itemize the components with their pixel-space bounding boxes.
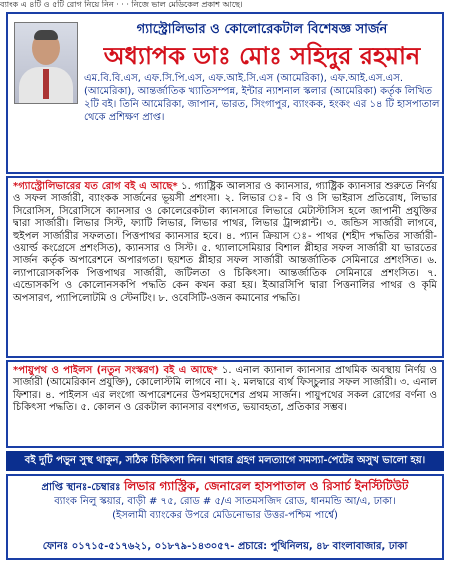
doctor-photo	[14, 22, 78, 104]
book1-title: *গ্যাস্ট্রোলিভারের যত রোগ বই এ আছে*	[13, 181, 178, 192]
doctor-degrees: এম.বি.বি.এস, এফ.সি.পি.এস, এফ.আই.সি.এস (আমেরিকা), এফ.আই.এস.এস. (আমেরিকা), আন্তর্জাতিক খ্যাতিসম্পন্ন, ইন্টার ন্যাশনাল স্কলার (আমেরিকা) কর্তৃক লিখিত ২টি বই। তিনি আমেরিকা, জাপান, ভারত, সিংগাপুর, ব্যাংকক, হংকং এর ১৪ টি হাসপাতাল থেকে প্রশিক্ষণ প্রাপ্ত।	[84, 73, 440, 123]
specialty-title: গ্যাস্ট্রোলিভার ও কোলোরেকটাল বিশেষজ্ঞ সার্জন	[136, 22, 388, 37]
book2-title: *পায়ুপথ ও পাইলস (নতুন সংস্করণ) বই এ আছে*	[13, 365, 218, 376]
address-line-1: ব্যাংক নিলু স্কয়ার, বাড়ী # ৭৫, রোড # ৫/এ সাতমসজিদ রোড, ধানমন্ডি আ/এ, ঢাকা।	[54, 496, 396, 507]
doctor-header	[6, 12, 444, 174]
contact-footer	[6, 474, 444, 560]
address-line-2: (ইসলামী ব্যাংকের উপরে মেডিনোভার উত্তর-পশ্চিম পার্শ্বে)	[112, 510, 338, 521]
doctor-name: অধ্যাপক ডাঃ মোঃ সহিদুর রহমান	[103, 41, 421, 70]
institute-name: লিভার গ্যাস্ট্রিক, জেনারেল হাসপাতাল ও রিসার্চ ইনস্টিটিউট	[123, 479, 409, 493]
book1-body: ১. গ্যাষ্ট্রিক আলসার ও ক্যানসার, গ্যাষ্ট্রিক ক্যানসার শুরুতে নির্ণয় ও সফল সার্জারী, ব্যাংকক সার্জনের ভূয়সী প্রশংসা। ২. লিভার ঃ- বি ও সি ভাইরাস প্রতিরোধ, লিভার সিরোসিস, সিরোসিসে ক্যানসার ও কোলেরেকটাল ক্যানসারে লিভারে মেটাস্টাসিস হলে জাপানী প্রযুক্তির দ্বারা সার্জারী। লিভার সিস্ট, ফ্যাটি লিভার, লিভার পাথর, লিভার ট্রান্সপ্লান্ট। ৩. জন্ডিস সার্জারী লাগবে, হুইপল সার্জারীর সফলতা। পিত্তপাথর ক্যানসার হবে। ৪. প্যান ক্রিয়াস ঃ- পাথর (শহীদ পদ্ধতির সার্জারী-ওয়ার্ল্ড কংগ্রেসে প্রশংসিত), ক্যানসার ও সিস্ট। ৫. থ্যালাসেমিয়ার বিশাল প্লীহার সফল সার্জারী যা ভারতের সার্জন কর্তৃক অপারেশনে অপারগতা। ছয়শত প্লীহার সফল সার্জারী আন্তর্জাতিক সেমিনারে প্রশংসিত। ৬. ল্যাপারোসকপিক পিত্তপাথর সার্জারী, জটিলতা ও চিকিৎসা। আন্তর্জাতিক সেমিনারে প্রশংসিত। ৭. এন্ডোসকপি ও কোলোনসকপি পদ্ধতি কেন কখন করা হয়। ইআরসিপি দ্বারা পিত্তনালির পাথর ও কৃমি অপসারণ, প্যাপিলোটমি ও স্টেনটিং। ৮. ওবেসিটি-ওজন কমানোর পদ্ধতি।	[13, 181, 437, 304]
advice-banner: বই দুটি পড়ুন সুস্থ থাকুন, সঠিক চিকিৎসা নিন। খাবার গ্রহণ মলত্যাগে সমস্যা-পেটের অসুখ ভালো হয়।	[6, 451, 444, 471]
chamber-line	[14, 479, 436, 495]
chamber-label: প্রাপ্তি স্থানঃ-চেম্বারঃ	[41, 482, 121, 493]
phone-line: ফোনঃ ০১৭১৫-৫১৭৬২১, ০১৮৭৯-১৪৩০৫৭- প্রচারে: পুথিনিলয়, ৪৮ বাংলাবাজার, ঢাকা	[42, 541, 408, 552]
book1-section	[6, 176, 444, 358]
book2-body: ১. এনাল ক্যানাল ক্যানসার প্রাথমিক অবস্থায় নির্ণয় ও সার্জারী (আমেরিকান প্রযুক্তি), কোলোস্টমি লাগবে না। ২. মলদ্বারে ব্যর্থ ফিস্চুলার সফল সার্জারী। ৩. এনাল ফিশার। ৪. পাইলস এর লংগো অপারেশনের উপমহাদেশের প্রথম সার্জন। পায়ুপথের সকল রোগের বর্ণনা ও চিকিৎসা পদ্ধতি। ৫. কোলন ও রেকটাল ক্যানসার বংশগত, ভয়াবহতা, প্রতিকার সম্ভব।	[13, 365, 437, 414]
book2-section	[6, 360, 444, 448]
top-strip-text: ব্যাংক এ ৪টি ও ৫টি রোগ নিয়ে নিন · · · নিজে ভাল মেডিকেল প্রকাশ আছে।	[0, 0, 243, 9]
